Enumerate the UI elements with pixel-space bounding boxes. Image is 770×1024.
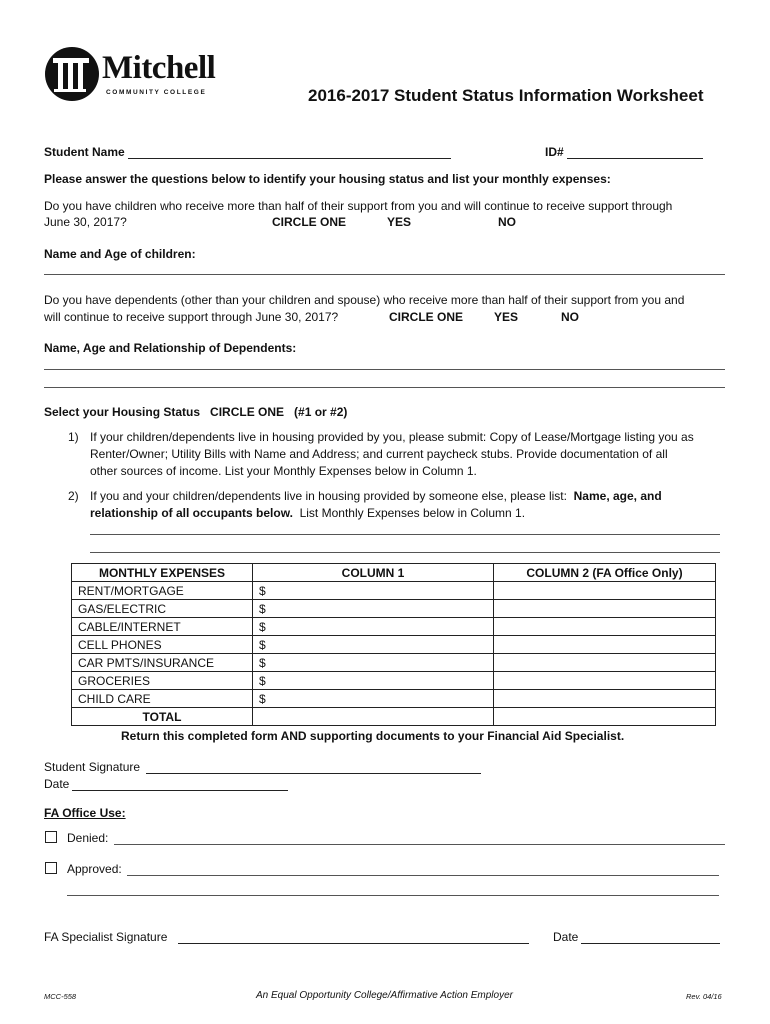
expense-col2-cell[interactable] — [494, 636, 716, 654]
approved-field[interactable] — [127, 862, 719, 876]
total-label: TOTAL — [72, 708, 253, 726]
expense-label: CELL PHONES — [72, 636, 253, 654]
footer-statement: An Equal Opportunity College/Affirmative Action Employer — [256, 990, 513, 1001]
housing-item1-line: If your children/dependents live in housing provided by you, please submit: Copy of Lease/Mortgage listing you as — [90, 430, 694, 444]
page-title: 2016-2017 Student Status Information Worksheet — [308, 86, 704, 105]
table-total-row — [72, 708, 716, 726]
expense-col1-cell[interactable]: $ — [253, 654, 494, 672]
occupants-field-1[interactable] — [90, 522, 720, 535]
housing-item2-line2 — [90, 506, 525, 520]
expense-col1-cell[interactable]: $ — [253, 636, 494, 654]
approved-label: Approved: — [67, 862, 122, 876]
expense-col1-cell[interactable]: $ — [253, 690, 494, 708]
total-col1-cell[interactable] — [253, 708, 494, 726]
table-row — [72, 636, 716, 654]
monthly-expenses-table — [71, 563, 716, 726]
college-logo — [44, 44, 244, 104]
table-header: MONTHLY EXPENSES — [72, 564, 253, 582]
fa-signature-label: FA Specialist Signature — [44, 930, 168, 944]
fa-date-field[interactable] — [581, 930, 720, 944]
housing-item2-text: If you and your children/dependents live in housing provided by someone else, please list: — [90, 489, 574, 503]
q1-line1: Do you have children who receive more than half of their support from you and will continue to receive support through — [44, 199, 673, 213]
expense-col2-cell[interactable] — [494, 600, 716, 618]
q1-yes-option[interactable]: YES — [387, 215, 412, 229]
expense-label: GROCERIES — [72, 672, 253, 690]
expense-col1-cell[interactable]: $ — [253, 600, 494, 618]
total-col2-cell[interactable] — [494, 708, 716, 726]
id-field[interactable] — [567, 145, 703, 159]
expense-label: CABLE/INTERNET — [72, 618, 253, 636]
table-header: COLUMN 1 — [253, 564, 494, 582]
table-row — [72, 618, 716, 636]
table-row — [72, 600, 716, 618]
q1-line2: June 30, 2017? — [44, 215, 127, 229]
dependents-field-1[interactable] — [44, 357, 725, 370]
expense-col1-cell[interactable]: $ — [253, 672, 494, 690]
dependents-label: Name, Age and Relationship of Dependents: — [44, 341, 297, 355]
denied-label: Denied: — [67, 831, 109, 845]
housing-heading: Select your Housing Status CIRCLE ONE (#1 or #2) — [44, 405, 348, 419]
q1-circle-one: CIRCLE ONE — [272, 215, 347, 229]
expense-col2-cell[interactable] — [494, 690, 716, 708]
student-signature-label: Student Signature — [44, 760, 141, 774]
college-seal-icon — [44, 44, 102, 104]
expense-col2-cell[interactable] — [494, 654, 716, 672]
fa-signature-field[interactable] — [178, 930, 529, 944]
dependents-field-2[interactable] — [44, 375, 725, 388]
table-header: COLUMN 2 (FA Office Only) — [494, 564, 716, 582]
table-row — [72, 690, 716, 708]
denied-field[interactable] — [114, 831, 725, 845]
occupants-field-2[interactable] — [90, 540, 720, 553]
instructions: Please answer the questions below to identify your housing status and list your monthly expenses: — [44, 172, 611, 186]
approved-field-2[interactable] — [67, 883, 719, 896]
table-header-row — [72, 564, 716, 582]
housing-item2-number: 2) — [68, 489, 79, 503]
expense-label: GAS/ELECTRIC — [72, 600, 253, 618]
form-number: MCC-558 — [44, 992, 77, 1001]
q2-yes-option[interactable]: YES — [494, 310, 519, 324]
q2-line1: Do you have dependents (other than your children and spouse) who receive more than half of their support from you and — [44, 293, 685, 307]
table-row — [72, 654, 716, 672]
date-label: Date — [44, 777, 70, 791]
q2-no-option[interactable]: NO — [561, 310, 579, 324]
housing-item2-line1 — [90, 489, 662, 503]
table-row — [72, 582, 716, 600]
expense-label: RENT/MORTGAGE — [72, 582, 253, 600]
student-name-label: Student Name — [44, 145, 125, 159]
housing-item2-text: List Monthly Expenses below in Column 1. — [292, 506, 526, 520]
student-name-field[interactable] — [128, 145, 451, 159]
student-date-field[interactable] — [72, 777, 288, 791]
expense-col2-cell[interactable] — [494, 672, 716, 690]
children-field[interactable] — [44, 262, 725, 275]
id-label: ID# — [545, 145, 564, 159]
revision-date: Rev. 04/16 — [686, 992, 722, 1001]
q1-no-option[interactable]: NO — [498, 215, 516, 229]
expense-col1-cell[interactable]: $ — [253, 582, 494, 600]
expense-col2-cell[interactable] — [494, 582, 716, 600]
table-row — [72, 672, 716, 690]
return-note: Return this completed form AND supporting documents to your Financial Aid Specialist. — [121, 729, 625, 743]
housing-item2-emphasis: Name, age, and — [573, 489, 662, 503]
children-label: Name and Age of children: — [44, 247, 196, 261]
expense-col2-cell[interactable] — [494, 618, 716, 636]
fa-date-label: Date — [553, 930, 579, 944]
approved-checkbox[interactable] — [45, 862, 57, 874]
expense-label: CAR PMTS/INSURANCE — [72, 654, 253, 672]
housing-item2-emphasis: relationship of all occupants below. — [90, 506, 293, 520]
expense-label: CHILD CARE — [72, 690, 253, 708]
housing-item1-line: Renter/Owner; Utility Bills with Name and Address; and current paycheck stubs. Provide documentation of all — [90, 447, 668, 461]
expense-col1-cell[interactable]: $ — [253, 618, 494, 636]
student-signature-field[interactable] — [146, 760, 481, 774]
fa-office-use-heading: FA Office Use: — [44, 806, 126, 820]
housing-item1-line: other sources of income. List your Monthly Expenses below in Column 1. — [90, 464, 477, 478]
logo-wordmark: Mitchell — [102, 50, 216, 86]
q2-circle-one: CIRCLE ONE — [389, 310, 464, 324]
housing-item1-number: 1) — [68, 430, 79, 444]
denied-checkbox[interactable] — [45, 831, 57, 843]
logo-subtitle: COMMUNITY COLLEGE — [106, 89, 207, 96]
q2-line2: will continue to receive support through June 30, 2017? — [44, 310, 339, 324]
